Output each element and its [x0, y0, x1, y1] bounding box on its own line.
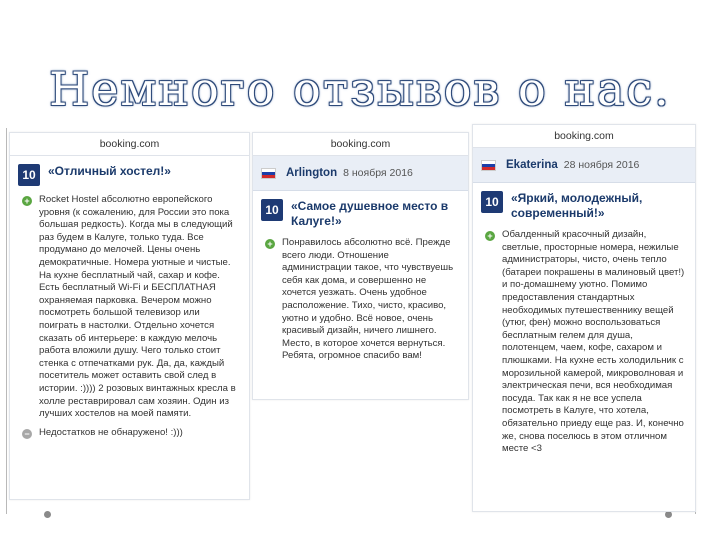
score-badge: 10 [18, 164, 40, 186]
minus-icon: − [22, 429, 32, 439]
review-header [10, 156, 249, 190]
slide-frame-left [6, 128, 7, 514]
review-headline: «Яркий, молодежный, современный!» [511, 191, 643, 220]
review-header [473, 183, 695, 225]
plus-icon: + [22, 196, 32, 206]
russia-flag-icon [481, 160, 496, 171]
plus-icon: + [485, 231, 495, 241]
score-badge: 10 [261, 199, 283, 221]
reviewer-bar [253, 156, 468, 191]
review-positive [253, 233, 468, 363]
review-positive-text: Понравилось абсолютно всё. Прежде всего люди. Отношение администрации такое, что чувствуешь себя как дома, и совершенно не хочется уезжать. Очень удобное расположение. Тихо, чисто, красиво, уютно и удобно. Всё новое, очень красивый дизайн, ничего лишнего. Место, в которое хочется вернуться. Ребята, огромное спасибо вам! [282, 237, 454, 362]
review-card-3 [472, 124, 696, 512]
review-negative [10, 421, 249, 440]
reviewer-name: Ekaterina [506, 159, 558, 171]
slide-bullet-dot-left [44, 511, 51, 518]
review-date: 8 ноября 2016 [343, 167, 413, 179]
site-label: booking.com [473, 125, 695, 148]
reviewer-bar [473, 148, 695, 183]
review-positive [473, 225, 695, 456]
review-headline: «Отличный хостел!» [48, 164, 171, 178]
review-card-1 [9, 132, 250, 500]
plus-icon: + [265, 239, 275, 249]
review-card-2 [252, 132, 469, 400]
slide-bullet-dot-right [665, 511, 672, 518]
review-date: 28 ноября 2016 [563, 159, 640, 171]
reviewer-name: Arlington [286, 167, 338, 179]
review-headline: «Самое душевное место в Калуге!» [291, 199, 449, 228]
site-label: booking.com [10, 133, 249, 156]
russia-flag-icon [261, 168, 276, 179]
slide-title: Немного отзывов о нас. [49, 62, 671, 116]
review-negative-text: Недостатков не обнаружено! :))) [39, 426, 183, 438]
review-header [253, 191, 468, 233]
review-positive [10, 190, 249, 421]
review-positive-text: Обалденный красочный дизайн, светлые, просторные номера, нежилые администраторы, чисто, очень тепло (батареи покрашены в малиновый цвет!) и по-домашнему уютно. Помимо предоставления стандартных необходимых путешественнику вещей (утюг, фен) можно воспользоваться бесплатным гелем для душа, полотенцем, чаем, кофе, сахаром и плюшками. На кухне есть холодильник с морозильной камерой, микроволновая и электрическая печи, вся необходимая посуда. Так как я не все успела посмотреть в Калуге, что хотела, обязательно приеду еще раз. И, конечно же, снова поселюсь в этом отличном месте <3 [502, 229, 685, 455]
review-positive-text: Rocket Hostel абсолютно европейского уровня (к сожалению, для России это пока большая редкость). Когда мы в следующий раз будем в Калуге, только туда. Все продумано до мелочей. Цены очень демократичные. Номера уютные и чистые. На кухне бесплатный чай, сахар и кофе. Есть бесплатный Wi-Fi и БЕСПЛАТНАЯ охраняемая парковка. Вечером можно посмотреть большой телевизор или поиграть в настолки. Отдельно хочется сказать об интерьере: в каждую мелочь работа вложили душу. Чего только стоит стенка с отпечатками рук. Да, да, каждый посетитель может оставить свой след в истории. :)))) 2 розовых винтажных кресла в холле реставрировал сам хозяин. Один из лучших хостелов на моей памяти. [39, 194, 236, 420]
score-badge: 10 [481, 191, 503, 213]
site-label: booking.com [253, 133, 468, 156]
